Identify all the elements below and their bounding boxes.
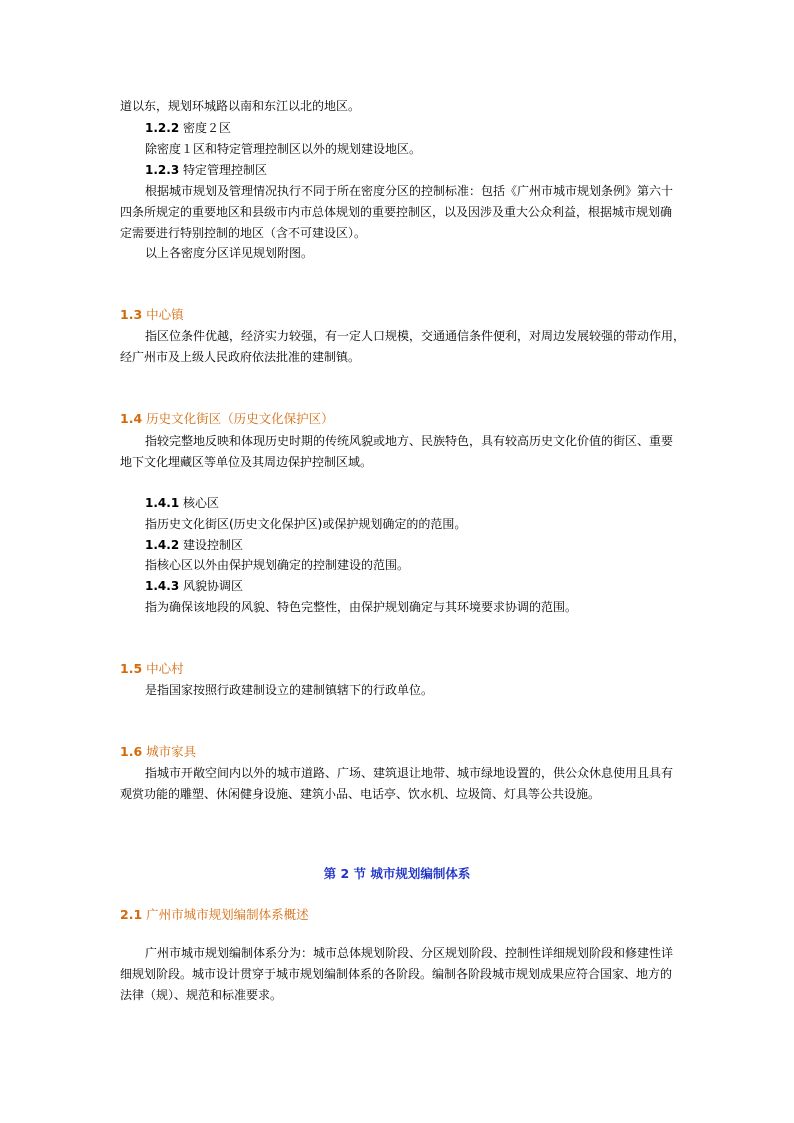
body-text-line: 指城市开敞空间内以外的城市道路、广场、建筑退让地带、城市绿地设置的，供公众休息使用且具有 [145, 766, 674, 780]
body-text-line: 根据城市规划及管理情况执行不同于所在密度分区的控制标准：包括《广州市城市规划条例》第六十 [145, 184, 674, 198]
body-text-line: 指核心区以外由保护规划确定的控制建设的范围。 [145, 558, 410, 572]
body-text-line: 道以东，规划环城路以南和东江以北的地区。 [120, 99, 361, 113]
body-text-line: 地下文化埋藏区等单位及其周边保护控制区域。 [120, 455, 373, 469]
section-title: 第 2 节 城市规划编制体系 [323, 866, 471, 881]
heading-title: 中心村 [146, 661, 184, 676]
subheading-title: 密度２区 [183, 121, 232, 135]
subheading-number: 1.2.3 [145, 163, 180, 177]
body-text-line: 法律（规）、规范和标准要求。 [120, 988, 283, 1002]
heading-1-3 [120, 307, 184, 323]
heading-2-1 [120, 907, 309, 923]
heading-number: 1.4 [120, 411, 143, 426]
heading-title: 广州市城市规划编制体系概述 [146, 907, 309, 922]
body-text-line: 指区位条件优越，经济实力较强，有一定人口规模，交通通信条件便利，对周边发展较强的带动作用， [145, 329, 686, 343]
subheading-number: 1.2.2 [145, 121, 180, 135]
heading-title: 中心镇 [146, 307, 184, 322]
subheading-number: 1.4.1 [145, 496, 180, 510]
body-text-line: 指为确保该地段的风貌、特色完整性，由保护规划确定与其环境要求协调的范围。 [145, 600, 578, 614]
body-text-line: 是指国家按照行政建制设立的建制镇辖下的行政单位。 [145, 683, 434, 697]
subheading-1-2-3 [145, 162, 267, 178]
subheading-1-4-3 [145, 578, 243, 594]
body-text-line: 四条所规定的重要地区和县级市内市总体规划的重要控制区，以及因涉及重大公众利益，根据城市规划确 [120, 205, 673, 219]
body-text-line: 观赏功能的雕塑、休闲健身设施、建筑小品、电话亭、饮水机、垃圾筒、灯具等公共设施。 [120, 787, 601, 801]
subheading-number: 1.4.2 [145, 538, 180, 552]
subheading-title: 风貌协调区 [183, 579, 244, 593]
body-text-line: 指历史文化街区(历史文化保护区)或保护规划确定的的范围。 [145, 517, 467, 531]
heading-1-6 [120, 744, 196, 760]
subheading-1-4-1 [145, 495, 219, 511]
body-text-line: 以上各密度分区详见规划附图。 [145, 246, 314, 260]
subheading-title: 特定管理控制区 [183, 163, 268, 177]
subheading-1-4-2 [145, 537, 243, 553]
body-text-line: 指较完整地反映和体现历史时期的传统风貌或地方、民族特色，具有较高历史文化价值的街区、重要 [145, 434, 674, 448]
body-text-line: 除密度１区和特定管理控制区以外的规划建设地区。 [145, 142, 422, 156]
body-text-line: 细规划阶段。城市设计贯穿于城市规划编制体系的各阶段。编制各阶段城市规划成果应符合国家、地方的 [120, 967, 673, 981]
heading-title: 城市家具 [146, 744, 197, 759]
subheading-title: 核心区 [183, 496, 220, 510]
body-text-line: 定需要进行特别控制的地区（含不可建设区）。 [120, 226, 367, 240]
subheading-number: 1.4.3 [145, 579, 180, 593]
body-text-line: 经广州市及上级人民政府依法批准的建制镇。 [120, 350, 361, 364]
heading-number: 1.5 [120, 661, 143, 676]
heading-1-5 [120, 661, 184, 677]
subheading-1-2-2 [145, 120, 231, 136]
heading-number: 2.1 [120, 907, 143, 922]
body-text-line: 广州市城市规划编制体系分为：城市总体规划阶段、分区规划阶段、控制性详细规划阶段和修建性详 [145, 946, 674, 960]
heading-number: 1.3 [120, 307, 143, 322]
heading-1-4 [120, 411, 334, 427]
heading-title: 历史文化街区（历史文化保护区） [146, 411, 334, 426]
subheading-title: 建设控制区 [183, 538, 244, 552]
heading-number: 1.6 [120, 744, 143, 759]
